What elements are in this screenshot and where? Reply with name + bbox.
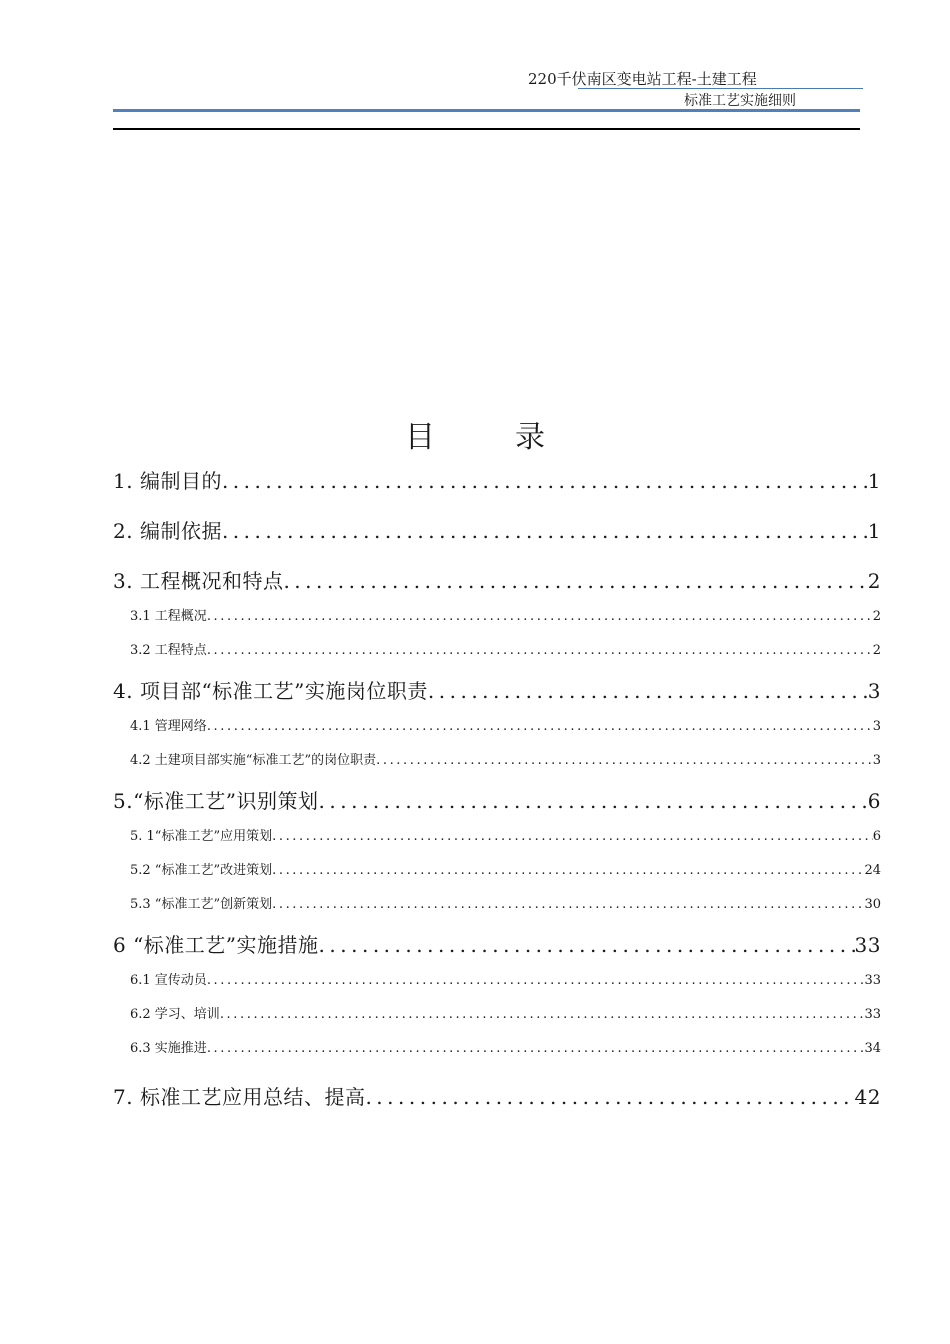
toc-leader: [376, 744, 873, 778]
toc-subentry[interactable]: [113, 1032, 881, 1066]
toc-entry-label: 1. 编制目的: [113, 469, 222, 493]
toc-entry-page: 33: [864, 973, 881, 988]
toc-entry-label: 5.3 “标准工艺”创新策划: [130, 897, 273, 912]
header-rule-black: [113, 128, 860, 130]
toc-entry-page: 2: [872, 609, 881, 624]
toc-entry-page: 1: [867, 519, 881, 543]
toc-leader: [222, 462, 868, 500]
toc-entry-page: 33: [864, 1007, 881, 1022]
toc-entry-label: 5.“标准工艺”识别策划: [113, 789, 319, 813]
toc-entry-page: 1: [867, 469, 881, 493]
toc-subentry[interactable]: [113, 854, 881, 888]
toc-entry-label: 7. 标准工艺应用总结、提高: [113, 1085, 366, 1109]
toc-entry-label: 5. 1“标准工艺”应用策划: [130, 829, 273, 844]
toc-subentry[interactable]: [113, 634, 881, 668]
toc-title-char: 目: [405, 420, 435, 455]
toc-entry-label: 4.2 土建项目部实施“标准工艺”的岗位职责: [130, 753, 377, 768]
toc-title-char: 录: [515, 420, 545, 455]
toc-entry[interactable]: [113, 512, 881, 550]
toc-leader: [207, 710, 873, 744]
toc-title: [0, 412, 950, 456]
toc-entry-label: 6.3 实施推进: [130, 1041, 207, 1056]
toc-entry-label: 6.2 学习、培训: [130, 1007, 220, 1022]
toc-entry-label: 6 “标准工艺”实施措施: [113, 933, 319, 957]
toc-leader: [207, 634, 873, 668]
toc-entry[interactable]: [113, 672, 881, 710]
toc-subentry[interactable]: [113, 600, 881, 634]
table-of-contents: [113, 462, 881, 1116]
toc-entry[interactable]: [113, 926, 881, 964]
toc-leader: [222, 512, 868, 550]
toc-subentry[interactable]: [113, 820, 881, 854]
toc-leader: [319, 782, 868, 820]
toc-entry[interactable]: [113, 462, 881, 500]
toc-entry-label: 5.2 “标准工艺”改进策划: [130, 863, 273, 878]
toc-entry-label: 3.1 工程概况: [130, 609, 207, 624]
toc-entry-page: 3: [867, 679, 881, 703]
toc-subentry[interactable]: [113, 888, 881, 922]
toc-entry[interactable]: [113, 782, 881, 820]
toc-entry-label: 2. 编制依据: [113, 519, 222, 543]
toc-subentry[interactable]: [113, 710, 881, 744]
toc-leader: [272, 888, 864, 922]
toc-leader: [428, 672, 868, 710]
header-rule-short: [578, 88, 863, 89]
toc-leader: [207, 1032, 865, 1066]
toc-leader: [272, 854, 864, 888]
toc-entry-page: 2: [867, 569, 881, 593]
toc-entry[interactable]: [113, 1078, 881, 1116]
toc-entry-page: 6: [867, 789, 881, 813]
toc-entry-page: 33: [854, 933, 881, 957]
toc-leader: [283, 562, 867, 600]
toc-leader: [365, 1078, 854, 1116]
toc-entry-label: 6.1 宣传动员: [130, 973, 207, 988]
toc-subentry[interactable]: [113, 998, 881, 1032]
toc-entry-label: 4. 项目部“标准工艺”实施岗位职责: [113, 679, 428, 703]
toc-entry-page: 6: [872, 829, 881, 844]
toc-leader: [319, 926, 855, 964]
toc-entry-page: 34: [864, 1041, 881, 1056]
toc-entry-label: 4.1 管理网络: [130, 719, 207, 734]
toc-subentry[interactable]: [113, 744, 881, 778]
toc-leader: [207, 964, 865, 998]
toc-leader: [272, 820, 873, 854]
toc-entry[interactable]: [113, 562, 881, 600]
toc-leader: [220, 998, 865, 1032]
toc-entry-page: 2: [872, 643, 881, 658]
header-rule-blue: [113, 109, 860, 112]
header-project-name: 220千伏南区变电站工程-土建工程: [528, 70, 757, 88]
toc-entry-page: 42: [854, 1085, 881, 1109]
toc-entry-page: 3: [872, 753, 881, 768]
header-document-title: 标准工艺实施细则: [684, 93, 796, 109]
toc-entry-label: 3. 工程概况和特点: [113, 569, 284, 593]
toc-entry-page: 30: [864, 897, 881, 912]
toc-subentry[interactable]: [113, 964, 881, 998]
toc-entry-label: 3.2 工程特点: [130, 643, 207, 658]
toc-entry-page: 24: [864, 863, 881, 878]
toc-entry-page: 3: [872, 719, 881, 734]
toc-leader: [207, 600, 873, 634]
